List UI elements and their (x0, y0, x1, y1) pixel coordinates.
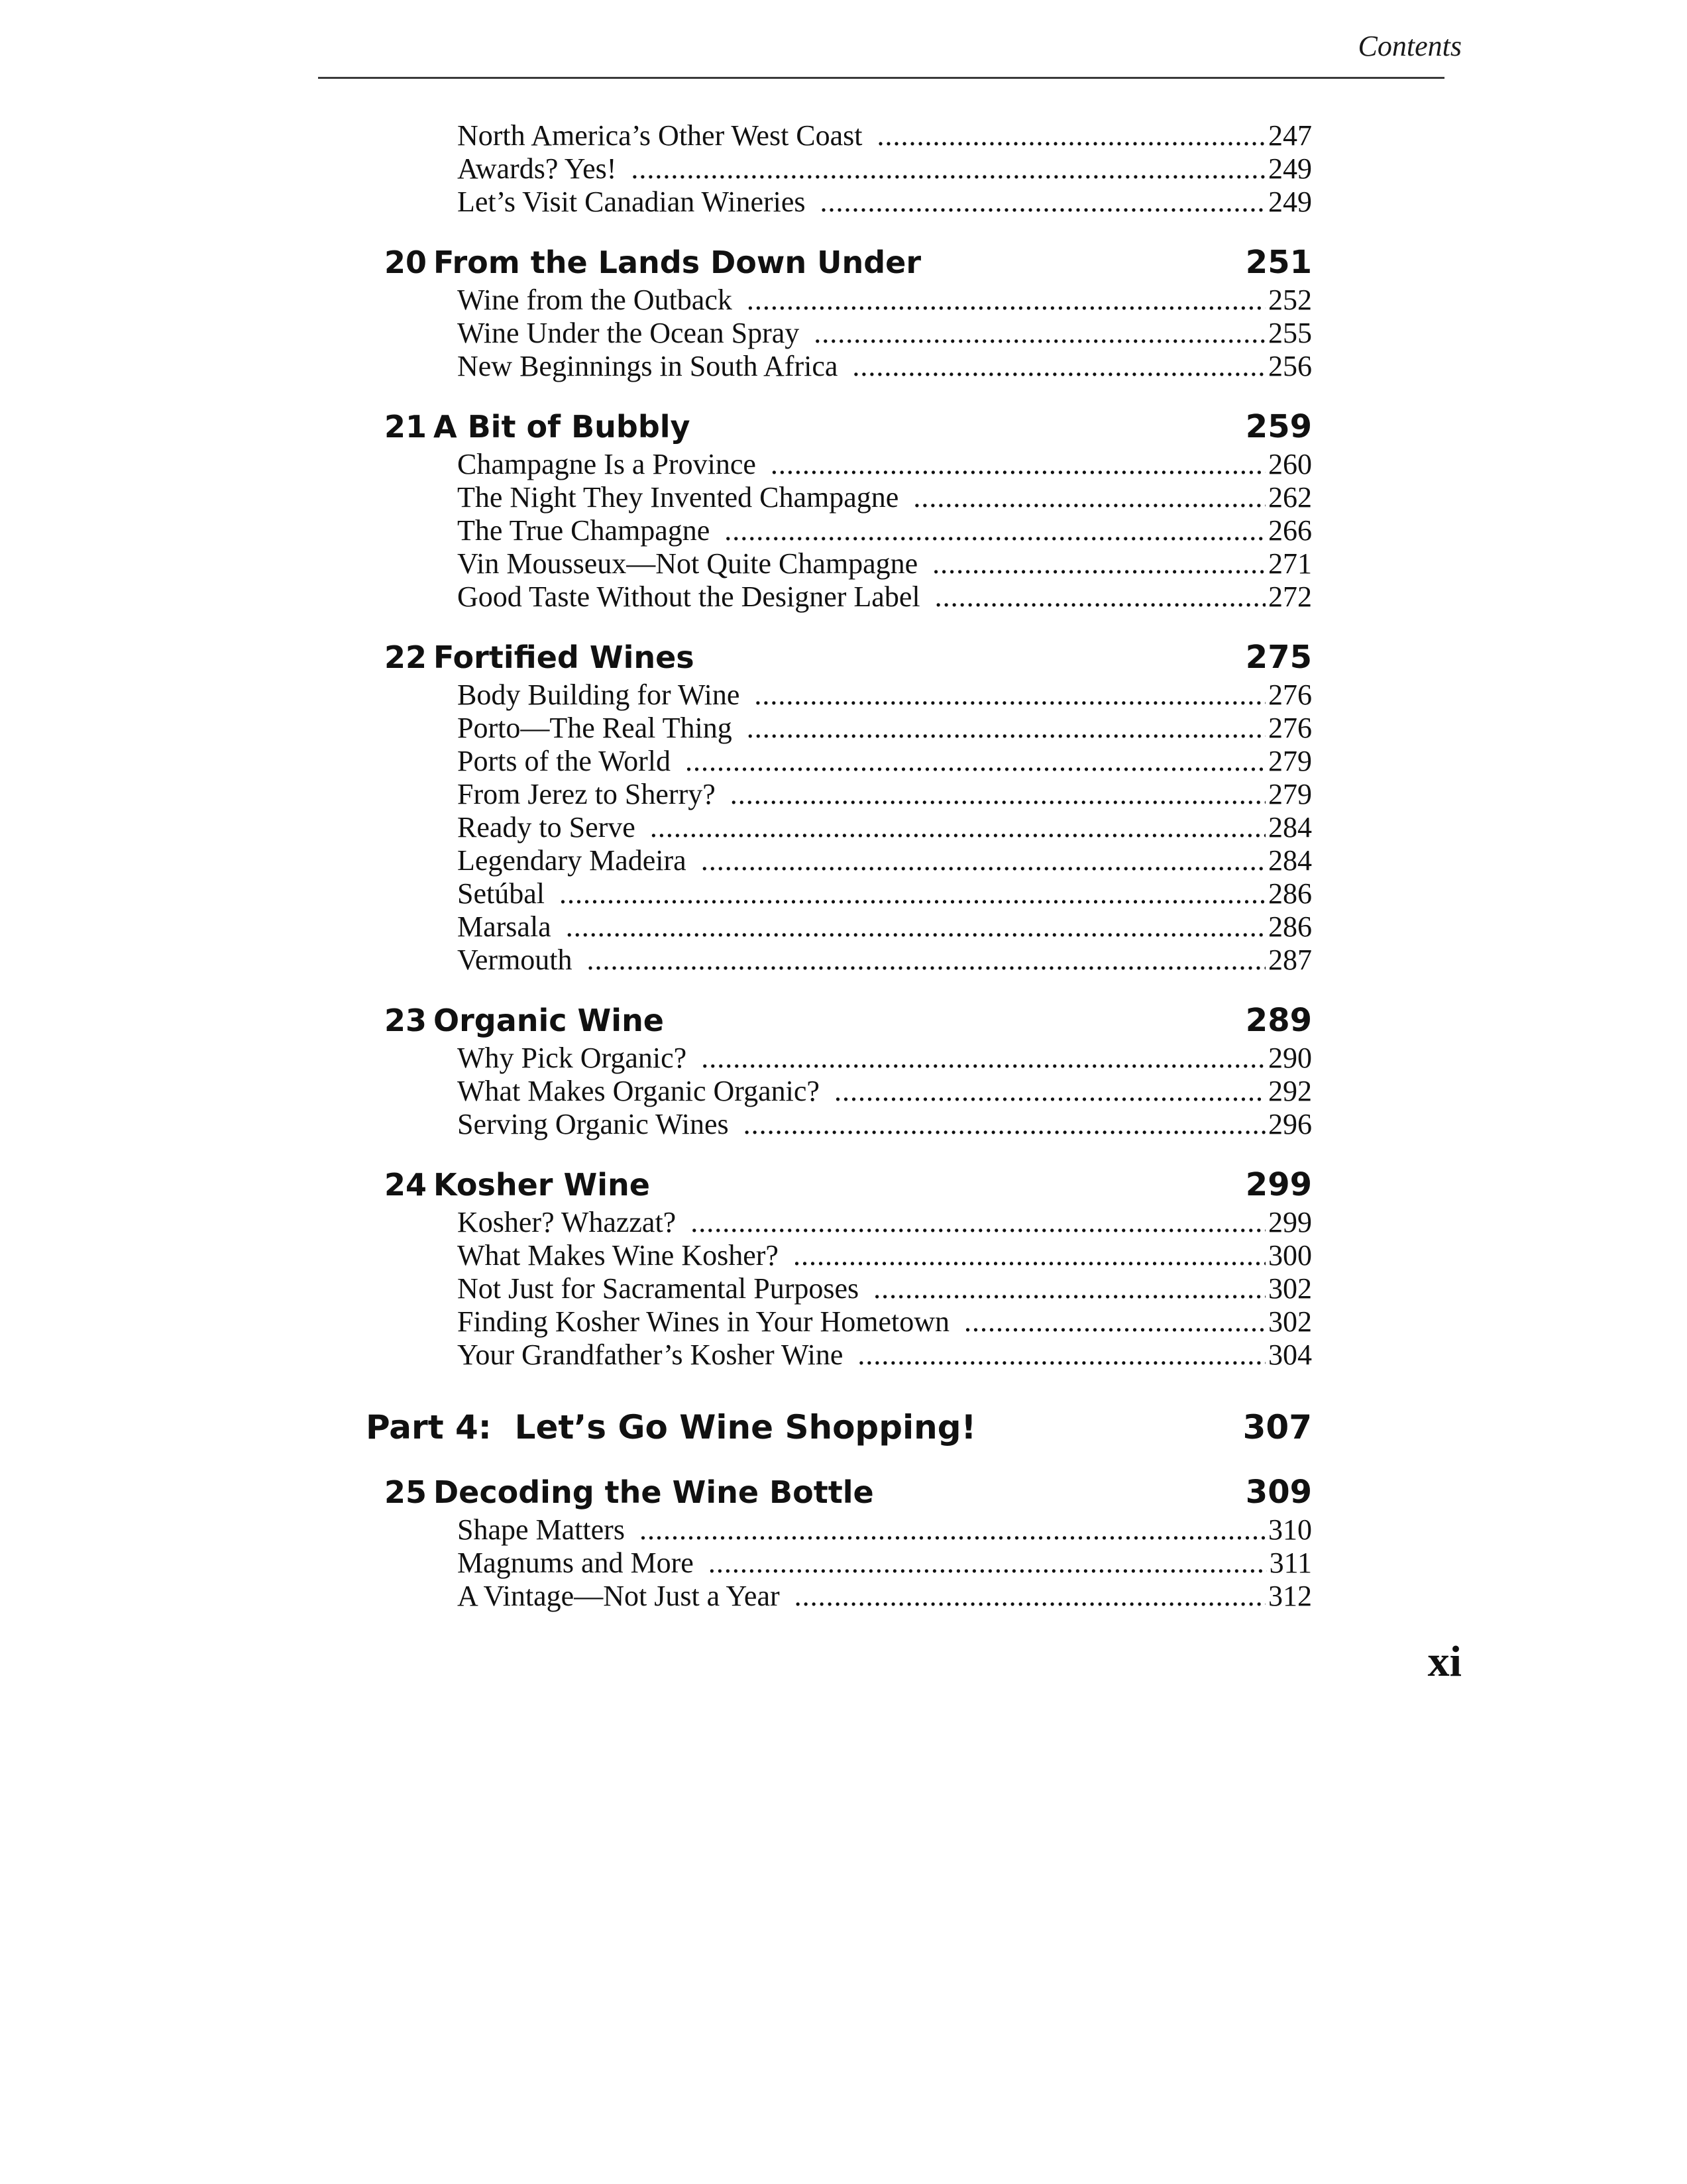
chapter-page: 299 (1245, 1166, 1312, 1203)
entry-page: 304 (1268, 1338, 1312, 1371)
chapter-title: Organic Wine (433, 1003, 665, 1038)
entry-title: What Makes Wine Kosher? (457, 1239, 779, 1272)
chapter-heading-21[interactable] (384, 407, 1312, 447)
page-number: xi (1427, 1637, 1462, 1686)
entry-title: Ready to Serve (457, 811, 635, 844)
toc-entry[interactable] (457, 514, 1312, 547)
entry-title: Porto—The Real Thing (457, 712, 732, 744)
entry-title: Shape Matters (457, 1513, 625, 1546)
dot-leader (771, 448, 1266, 481)
entry-page: 286 (1268, 877, 1312, 910)
toc-entry[interactable] (457, 1108, 1312, 1141)
dot-leader (747, 712, 1266, 745)
entry-page: 287 (1268, 944, 1312, 976)
chapter-entries (384, 1042, 1312, 1141)
chapter-heading-24[interactable] (384, 1165, 1312, 1205)
dot-leader (794, 1580, 1266, 1613)
dot-leader (852, 350, 1266, 383)
entry-page: 290 (1268, 1042, 1312, 1074)
entry-page: 302 (1268, 1305, 1312, 1338)
dot-leader (559, 877, 1266, 910)
toc-entry[interactable] (457, 910, 1312, 944)
entry-page: 266 (1268, 514, 1312, 547)
chapter-heading-23[interactable] (384, 1001, 1312, 1040)
chapter-title: From the Lands Down Under (433, 245, 922, 280)
toc-entry[interactable] (457, 712, 1312, 745)
entry-title: Why Pick Organic? (457, 1042, 687, 1074)
entry-page: 272 (1268, 580, 1312, 613)
toc-entry[interactable] (457, 1075, 1312, 1108)
chapter-heading-20[interactable] (384, 243, 1312, 282)
dot-leader (730, 778, 1266, 811)
chapter-page: 275 (1245, 639, 1312, 676)
entry-page: 311 (1269, 1547, 1312, 1579)
chapter-page: 251 (1245, 244, 1312, 281)
dot-leader (631, 152, 1266, 186)
toc-entry[interactable] (457, 580, 1312, 614)
chapter-title: Kosher Wine (433, 1167, 650, 1203)
toc-entry[interactable] (457, 679, 1312, 712)
entry-title: The Night They Invented Champagne (457, 481, 899, 514)
toc-entry[interactable] (457, 448, 1312, 481)
entry-page: 279 (1268, 745, 1312, 777)
dot-leader (932, 547, 1266, 580)
chapter-entries (384, 448, 1312, 614)
entry-title: Wine Under the Ocean Spray (457, 317, 800, 349)
entry-title: Your Grandfather’s Kosher Wine (457, 1338, 844, 1371)
chapter-number: 25 (384, 1474, 427, 1510)
entry-page: 247 (1268, 119, 1312, 152)
toc-entry[interactable] (457, 481, 1312, 514)
chapter-entries (384, 1206, 1312, 1372)
entry-title: Marsala (457, 910, 551, 943)
entry-page: 286 (1268, 910, 1312, 943)
entry-title: New Beginnings in South Africa (457, 350, 838, 382)
chapter-number: 21 (384, 409, 427, 445)
chapter-title: Fortified Wines (433, 639, 694, 675)
entry-page: 292 (1268, 1075, 1312, 1107)
entry-title: Awards? Yes! (457, 152, 617, 185)
entry-title: Champagne Is a Province (457, 448, 756, 480)
entry-title: Vin Mousseux—Not Quite Champagne (457, 547, 918, 580)
toc-entry[interactable] (457, 1513, 1312, 1547)
entry-title: Good Taste Without the Designer Label (457, 580, 920, 613)
toc-entry[interactable] (457, 152, 1312, 186)
dot-leader (964, 1305, 1266, 1338)
entry-page: 300 (1268, 1239, 1312, 1272)
chapter-entries (384, 1513, 1312, 1613)
entry-title: Wine from the Outback (457, 284, 732, 316)
part-label: Part 4: (366, 1408, 492, 1447)
entry-title: Legendary Madeira (457, 844, 686, 877)
entry-title: North America’s Other West Coast (457, 119, 863, 152)
entry-page: 256 (1268, 350, 1312, 382)
part-page: 307 (1242, 1408, 1312, 1447)
dot-leader (814, 317, 1266, 350)
toc-entry[interactable] (457, 350, 1312, 383)
entry-page: 284 (1268, 844, 1312, 877)
toc-entry[interactable] (457, 1338, 1312, 1372)
entry-page: 262 (1268, 481, 1312, 514)
entry-title: Not Just for Sacramental Purposes (457, 1272, 859, 1305)
dot-leader (873, 1272, 1266, 1305)
chapter-heading-22[interactable] (384, 637, 1312, 677)
dot-leader (935, 580, 1266, 614)
chapter-heading-25[interactable] (384, 1472, 1312, 1512)
toc-entry[interactable] (457, 317, 1312, 350)
running-head: Contents (1358, 30, 1462, 62)
toc-entry[interactable] (457, 1305, 1312, 1338)
chapter-number: 20 (384, 245, 427, 280)
entry-title: What Makes Organic Organic? (457, 1075, 820, 1107)
entry-page: 255 (1268, 317, 1312, 349)
toc-entry[interactable] (457, 745, 1312, 778)
entry-title: Vermouth (457, 944, 572, 976)
dot-leader (754, 679, 1266, 712)
entry-page: 312 (1268, 1580, 1312, 1612)
toc-entry[interactable] (457, 547, 1312, 580)
part-title: Let’s Go Wine Shopping! (514, 1408, 977, 1447)
toc-entry[interactable] (457, 1547, 1312, 1580)
toc-entry[interactable] (457, 186, 1312, 219)
toc-entry[interactable] (457, 119, 1312, 152)
toc-entry[interactable] (457, 1206, 1312, 1239)
dot-leader (747, 284, 1266, 317)
chapter-page: 309 (1245, 1474, 1312, 1511)
chapter-number: 23 (384, 1003, 427, 1038)
toc-entry[interactable] (457, 877, 1312, 910)
toc-entry[interactable] (457, 1239, 1312, 1272)
part-heading[interactable] (366, 1406, 1312, 1448)
dot-leader (708, 1547, 1267, 1580)
entry-title: Body Building for Wine (457, 679, 740, 711)
chapter-entries (384, 284, 1312, 383)
entry-page: 271 (1268, 547, 1312, 580)
dot-leader (793, 1239, 1266, 1272)
chapter-title: A Bit of Bubbly (433, 409, 690, 445)
dot-leader (743, 1108, 1266, 1141)
dot-leader (857, 1338, 1266, 1372)
entry-title: Finding Kosher Wines in Your Hometown (457, 1305, 950, 1338)
chapter-title: Decoding the Wine Bottle (433, 1474, 874, 1510)
dot-leader (685, 745, 1266, 778)
entry-page: 296 (1268, 1108, 1312, 1140)
entry-title: A Vintage—Not Just a Year (457, 1580, 780, 1612)
toc-entry[interactable] (457, 944, 1312, 977)
toc-entry[interactable] (457, 811, 1312, 844)
entry-page: 302 (1268, 1272, 1312, 1305)
dot-leader (724, 514, 1266, 547)
table-of-contents (366, 119, 1312, 1613)
dot-leader (587, 944, 1266, 977)
entry-page: 260 (1268, 448, 1312, 480)
entry-title: Magnums and More (457, 1547, 694, 1579)
entry-title: The True Champagne (457, 514, 710, 547)
entry-page: 284 (1268, 811, 1312, 844)
entry-page: 276 (1268, 679, 1312, 711)
dot-leader (639, 1513, 1266, 1547)
intro-entries (384, 119, 1312, 219)
toc-entry[interactable] (457, 844, 1312, 877)
dot-leader (820, 186, 1266, 219)
entry-page: 249 (1268, 152, 1312, 185)
dot-leader (650, 811, 1266, 844)
dot-leader (701, 844, 1266, 877)
entry-page: 299 (1268, 1206, 1312, 1238)
header-rule (318, 77, 1444, 79)
entry-title: Ports of the World (457, 745, 671, 777)
toc-entry[interactable] (457, 1042, 1312, 1075)
entry-page: 310 (1268, 1513, 1312, 1546)
chapter-number: 22 (384, 639, 427, 675)
dot-leader (690, 1206, 1266, 1239)
entry-title: Let’s Visit Canadian Wineries (457, 186, 806, 218)
dot-leader (877, 119, 1266, 152)
toc-entry[interactable] (457, 1580, 1312, 1613)
entry-title: From Jerez to Sherry? (457, 778, 716, 810)
toc-entry[interactable] (457, 778, 1312, 811)
entry-title: Kosher? Whazzat? (457, 1206, 677, 1238)
toc-entry[interactable] (457, 284, 1312, 317)
dot-leader (566, 910, 1266, 944)
entry-title: Setúbal (457, 877, 545, 910)
dot-leader (834, 1075, 1266, 1108)
chapter-page: 259 (1245, 408, 1312, 445)
chapter-entries (384, 679, 1312, 977)
toc-entry[interactable] (457, 1272, 1312, 1305)
entry-page: 252 (1268, 284, 1312, 316)
dot-leader (701, 1042, 1266, 1075)
entry-page: 279 (1268, 778, 1312, 810)
chapter-number: 24 (384, 1167, 427, 1203)
chapter-page: 289 (1245, 1002, 1312, 1039)
entry-title: Serving Organic Wines (457, 1108, 729, 1140)
dot-leader (913, 481, 1266, 514)
entry-page: 249 (1268, 186, 1312, 218)
entry-page: 276 (1268, 712, 1312, 744)
